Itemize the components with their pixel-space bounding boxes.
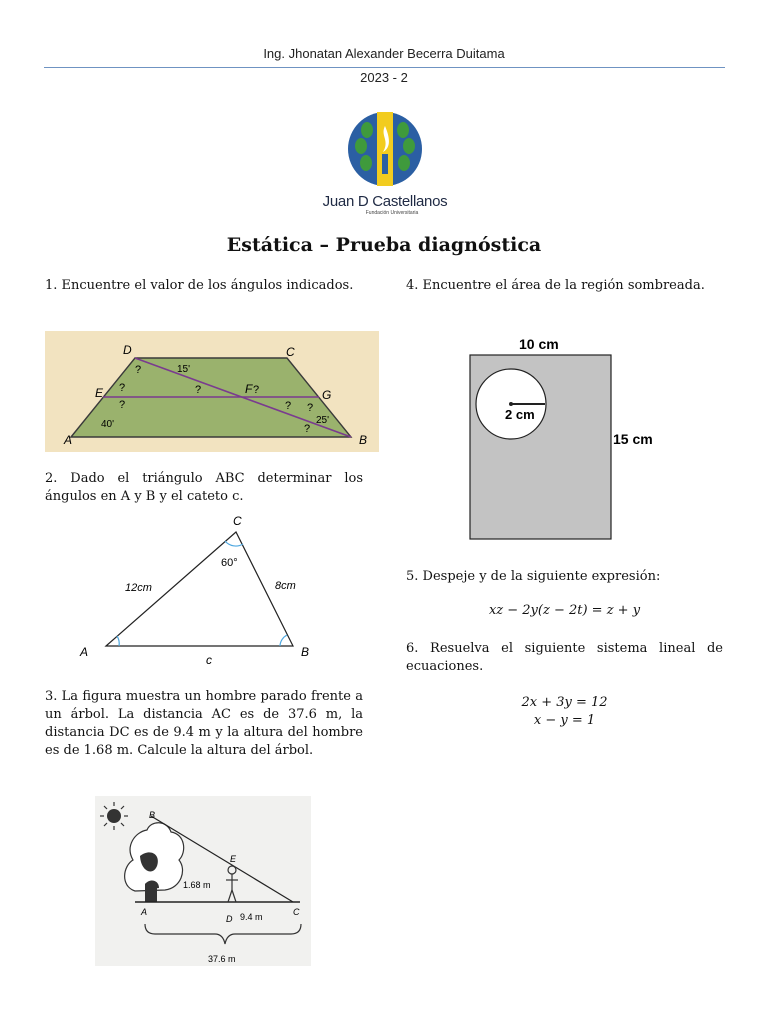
logo-name: Juan D Castellanos	[322, 193, 448, 210]
label-point-b: B	[149, 810, 156, 820]
label-point-b: B	[359, 433, 368, 447]
label-unknown: ?	[135, 364, 142, 376]
label-unknown: ?	[253, 384, 260, 396]
label-unknown: ?	[285, 400, 292, 412]
label-point-c: C	[233, 514, 242, 528]
label-angle-c: 60°	[221, 557, 238, 569]
label-unknown: ?	[119, 382, 126, 394]
label-point-d: D	[123, 343, 132, 357]
label-point-b: B	[301, 645, 310, 659]
label-point-c: C	[286, 345, 295, 359]
label-point-e: E	[95, 386, 104, 400]
question-3: 3. La figura muestra un hombre parado frente a un árbol. La distancia AC es de 37.6 m, la distancia DC es de 9.4 m y la altura del hombre es de 1.68 m. Calcule la altura del árbol.	[45, 689, 363, 758]
label-point-c: C	[293, 907, 300, 917]
label-radius: 2 cm	[505, 407, 535, 422]
label-height: 15 cm	[613, 431, 653, 447]
label-man-height: 1.68 m	[183, 880, 211, 890]
label-side-bc: 8cm	[275, 580, 296, 592]
figure-triangle-abc	[75, 510, 325, 672]
label-point-a: A	[141, 907, 148, 917]
label-unknown: ?	[304, 423, 311, 435]
label-point-d: D	[226, 914, 233, 924]
label-angle-40: 40'	[101, 419, 115, 430]
question-6: 6. Resuelva el siguiente sistema lineal de ecuaciones.	[406, 641, 723, 674]
question-4: 4. Encuentre el área de la región sombreada.	[406, 278, 705, 293]
question-2: 2. Dado el triángulo ABC determinar los ángulos en A y B y el cateto c.	[45, 471, 363, 504]
label-unknown: ?	[195, 384, 202, 396]
label-point-a: A	[64, 433, 73, 447]
angle-arc-b	[280, 635, 287, 646]
label-angle-15: 15'	[177, 364, 191, 375]
question-1: 1. Encuentre el valor de los ángulos indicados.	[45, 278, 354, 293]
logo-subtitle: Fundación Universitaria	[365, 210, 419, 216]
label-unknown: ?	[307, 402, 314, 414]
label-point-a: A	[80, 645, 89, 659]
label-dc: 9.4 m	[240, 912, 263, 922]
figure-tree-shadow	[95, 796, 311, 966]
label-point-e: E	[230, 854, 237, 864]
question-5: 5. Despeje y de la siguiente expresión:	[406, 569, 661, 584]
label-point-g: G	[322, 388, 332, 402]
label-angle-25: 25'	[316, 415, 330, 426]
figure-trapezoid	[45, 331, 379, 452]
equation-q6-line1: 2x + 3y = 12	[521, 695, 608, 710]
label-unknown: ?	[119, 399, 126, 411]
header-author: Ing. Jhonatan Alexander Becerra Duitama	[263, 46, 505, 61]
header-divider	[44, 67, 725, 68]
label-ac: 37.6 m	[208, 954, 236, 964]
label-width: 10 cm	[519, 336, 559, 352]
circle-center	[509, 402, 513, 406]
label-side-ac: 12cm	[125, 582, 152, 594]
header-term: 2023 - 2	[360, 70, 408, 85]
equation-q6-line2: x − y = 1	[533, 713, 596, 728]
equation-q5: xz − 2y(z − 2t) = z + y	[488, 603, 641, 618]
label-point-f: F	[245, 382, 253, 396]
page-title: Estática – Prueba diagnóstica	[226, 234, 542, 256]
logo-emblem-icon	[348, 112, 422, 186]
figure-shaded-rectangle	[465, 330, 673, 544]
label-side-ab: c	[206, 653, 212, 667]
angle-arc-a	[117, 636, 119, 646]
